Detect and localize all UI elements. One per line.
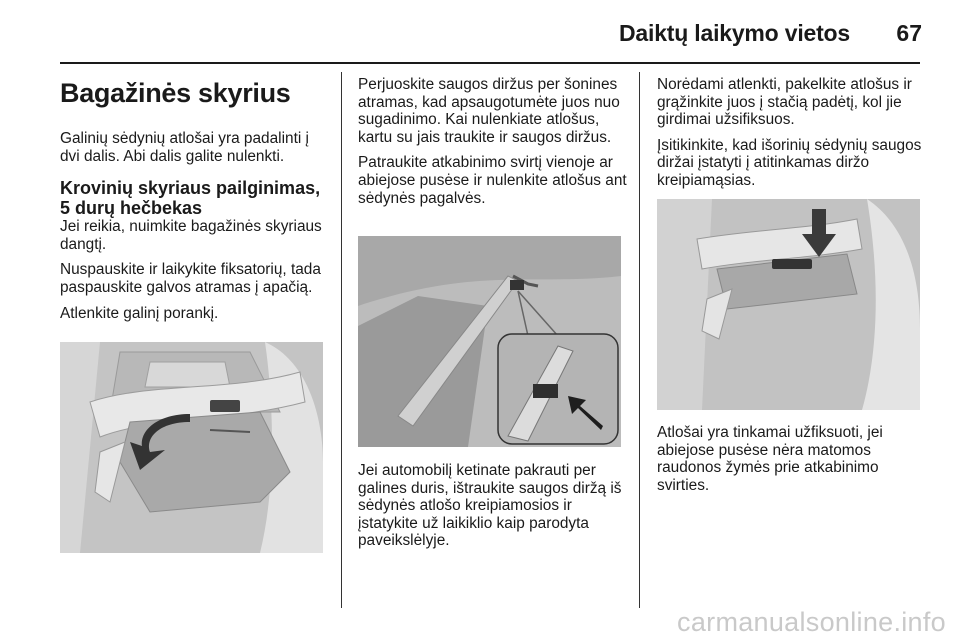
column-right bbox=[657, 76, 925, 198]
paragraph: Nuspauskite ir laikykite fiksatorių, tada paspauskite galvos atramas į apačią. bbox=[60, 261, 321, 296]
header-rule bbox=[60, 62, 920, 64]
section-title: Bagažinės skyrius bbox=[60, 78, 291, 108]
column-left bbox=[60, 76, 330, 330]
seatback-lock-illustration bbox=[657, 199, 920, 410]
paragraph: Galinių sėdynių atlošai yra padalinti į dvi dalis. Abi dalis galite nulenkti. bbox=[60, 130, 309, 165]
armrest-illustration bbox=[60, 342, 323, 553]
watermark: carmanualsonline.info bbox=[677, 607, 946, 637]
release-lever-illustration bbox=[358, 236, 621, 447]
paragraph: Norėdami atlenkti, pakelkite atlošus ir grąžinkite juos į stačią padėtį, kol jie girdimai užsifiksuos. bbox=[657, 76, 912, 129]
column-divider bbox=[639, 72, 640, 608]
paragraph: Įsitikinkite, kad išorinių sėdynių saugos diržai įstatyti į atitinkamas diržo kreipiamąsias. bbox=[657, 136, 922, 189]
paragraph: Jei automobilį ketinate pakrauti per galines duris, ištraukite saugos diržą iš sėdynės atlošo kreipiamosios ir įstatykite už laikiklio kaip parodyta paveikslėlyje. bbox=[358, 462, 622, 550]
column-middle bbox=[358, 76, 634, 215]
paragraph: Atlošai yra tinkamai užfiksuoti, jei abiejose pusėse nėra matomos raudonos žymės prie atkabinimo svirties. bbox=[657, 424, 883, 494]
sub-heading-line: 5 durų hečbekas bbox=[60, 197, 203, 218]
paragraph: Patraukite atkabinimo svirtį vienoje ar abiejose pusėse ir nulenkite atlošus ant sėdynės pagalvės. bbox=[358, 154, 627, 207]
page-header-title: Daiktų laikymo vietos bbox=[619, 20, 850, 46]
column-right-lower bbox=[657, 424, 925, 502]
page-number: 67 bbox=[896, 20, 922, 46]
paragraph: Jei reikia, nuimkite bagažinės skyriaus dangtį. bbox=[60, 218, 322, 253]
paragraph: Atlenkite galinį porankį. bbox=[60, 304, 219, 322]
column-middle-lower bbox=[358, 462, 634, 558]
paragraph: Perjuoskite saugos diržus per šonines atramas, kad apsaugotumėte juos nuo sugadinimo. Kai nulenkiate atlošus, kartu su jais traukite ir saugos diržus. bbox=[358, 76, 620, 146]
sub-heading-line: Krovinių skyriaus pailginimas, bbox=[60, 178, 321, 199]
column-divider bbox=[341, 72, 342, 608]
